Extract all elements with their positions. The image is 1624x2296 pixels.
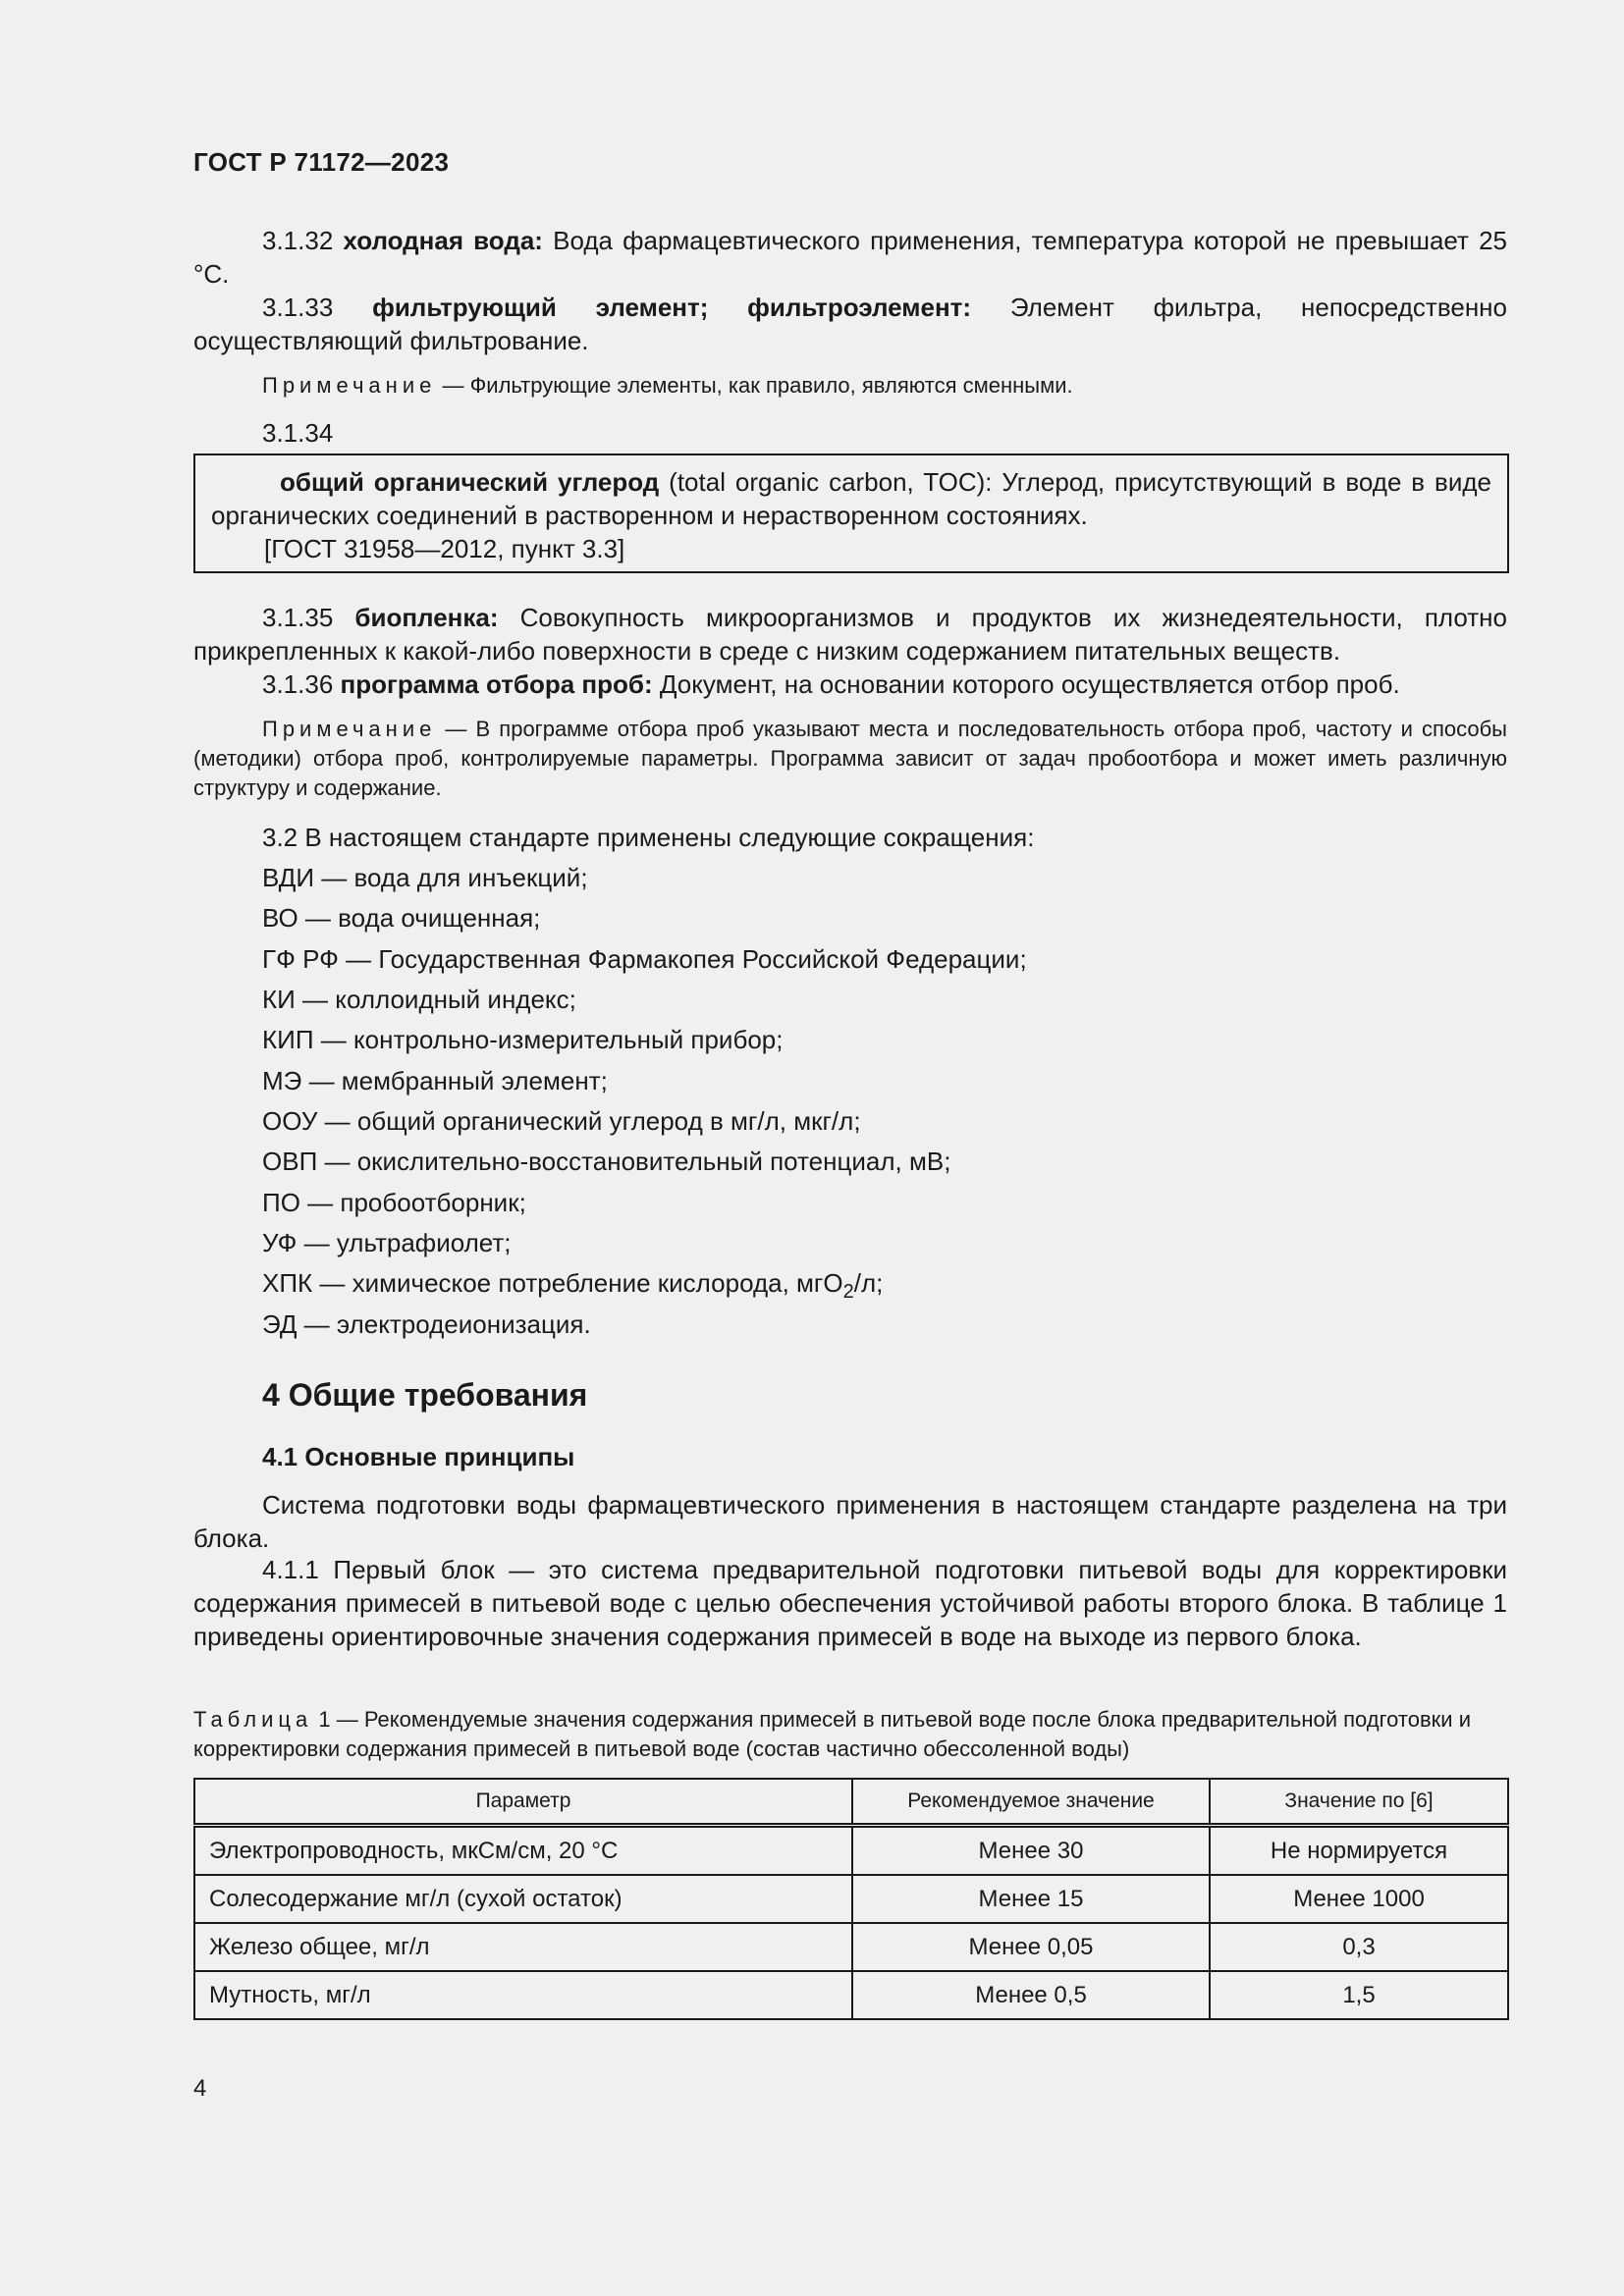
quoted-definition-box <box>193 454 1509 573</box>
clause-4-1-1: 4.1.1 Первый блок — это система предварительной подготовки питьевой воды для корректировки содержания примесей в питьевой воде с целью обеспечения устойчивой работы второго блока. В таблице 1 приведены ориентировочные значения содержания примесей в воде на выходе из первого блока. <box>193 1555 1507 1651</box>
table-cell: Менее 30 <box>852 1826 1210 1876</box>
term: холодная вода: <box>343 226 543 255</box>
definition: Элемент фильтра, непосредственно осуществляющий фильтрование. <box>193 293 1508 355</box>
term: биопленка: <box>354 603 499 632</box>
clause-3-1-35 <box>193 601 1507 667</box>
abbreviation-item: ХПК — химическое потребление кислорода, мгО$_2$/л; <box>262 1268 884 1304</box>
abbreviation-item: ПО — пробоотборник; <box>262 1188 526 1217</box>
table-header-row <box>194 1779 1508 1826</box>
table-row <box>194 1923 1508 1971</box>
column-header: Рекомендуемое значение <box>852 1779 1210 1826</box>
table-cell: Не нормируется <box>1210 1826 1508 1876</box>
table-cell: Менее 1000 <box>1210 1875 1508 1923</box>
abbreviation-item: ВО — вода очищенная; <box>262 903 541 933</box>
table-cell: Солесодержание мг/л (сухой остаток) <box>194 1875 852 1923</box>
source-reference: [ГОСТ 31958—2012, пункт 3.3] <box>264 534 625 563</box>
definition: Документ, на основании которого осуществляется отбор проб. <box>652 669 1400 699</box>
table-caption <box>193 1705 1507 1764</box>
table-cell: 1,5 <box>1210 1971 1508 2019</box>
abbreviation-item: УФ — ультрафиолет; <box>262 1228 512 1257</box>
clause-3-1-33 <box>193 291 1507 357</box>
term: фильтрующий элемент; фильтроэлемент: <box>372 293 972 322</box>
abbreviation-item: ОВП — окислительно-восстановительный потенциал, мВ; <box>262 1147 951 1176</box>
table-cell: 0,3 <box>1210 1923 1508 1971</box>
table-cell: Менее 0,05 <box>852 1923 1210 1971</box>
clause-number: 3.1.33 <box>262 293 373 322</box>
table-label: Таблица <box>193 1707 313 1732</box>
abbreviation-item: КИ — коллоидный индекс; <box>262 985 576 1014</box>
definition: (total organic carbon, TOC): Углерод, присутствующий в воде в виде органических соединений в растворенном и нерастворенном состояниях. <box>211 467 1491 530</box>
abbreviation-item: ООУ — общий органический углерод в мг/л, мкг/л; <box>262 1106 861 1136</box>
note-text: — Фильтрующие элементы, как правило, являются сменными. <box>436 373 1073 398</box>
table-row <box>194 1826 1508 1876</box>
abbreviation-item: КИП — контрольно-измерительный прибор; <box>262 1025 784 1054</box>
term: общий органический углерод <box>280 467 660 497</box>
column-header: Значение по [6] <box>1210 1779 1508 1826</box>
caption-text: 1 — Рекомендуемые значения содержания примесей в питьевой воде после блока предварительной подготовки и корректировки содержания примесей в питьевой воде (состав частично обессоленной воды) <box>193 1707 1471 1761</box>
clause-3-1-36 <box>193 667 1507 701</box>
document-header: ГОСТ Р 71172—2023 <box>193 147 450 177</box>
table-row <box>194 1971 1508 2019</box>
table-cell: Железо общее, мг/л <box>194 1923 852 1971</box>
abbreviation-item: МЭ — мембранный элемент; <box>262 1066 608 1095</box>
note-1 <box>193 371 1507 400</box>
impurities-table <box>193 1778 1509 2020</box>
abbreviation-item: ВДИ — вода для инъекций; <box>262 863 588 892</box>
table-row <box>194 1875 1508 1923</box>
clause-number: 3.1.35 <box>262 603 355 632</box>
page-number: 4 <box>193 2075 207 2102</box>
clause-3-2: 3.2 В настоящем стандарте применены следующие сокращения: <box>262 823 1035 852</box>
definition: Вода фармацевтического применения, температура которой не превышает 25 °С. <box>193 226 1507 289</box>
paragraph-4-1-intro: Система подготовки воды фармацевтического применения в настоящем стандарте разделена на три блока. <box>193 1490 1507 1553</box>
quoted-definition <box>211 465 1491 532</box>
table-cell: Электропроводность, мкСм/см, 20 °С <box>194 1826 852 1876</box>
clause-number: 3.1.36 <box>262 669 341 699</box>
note-label: Примечание <box>262 717 437 741</box>
table-cell: Менее 15 <box>852 1875 1210 1923</box>
section-heading: 4 Общие требования <box>262 1377 588 1413</box>
table-cell: Менее 0,5 <box>852 1971 1210 2019</box>
table-cell: Мутность, мг/л <box>194 1971 852 2019</box>
definition: Совокупность микроорганизмов и продуктов их жизнедеятельности, плотно прикрепленных к какой-либо поверхности в среде с низким содержанием питательных веществ. <box>193 603 1508 666</box>
note-label: Примечание <box>262 373 437 398</box>
subsection-heading: 4.1 Основные принципы <box>262 1442 575 1471</box>
clause-number: 3.1.32 <box>262 226 344 255</box>
clause-3-1-34-number: 3.1.34 <box>262 418 334 448</box>
term: программа отбора проб: <box>340 669 653 699</box>
abbreviation-item: ГФ РФ — Государственная Фармакопея Российской Федерации; <box>262 944 1027 974</box>
column-header: Параметр <box>194 1779 852 1826</box>
clause-3-1-32 <box>193 224 1507 291</box>
note-2 <box>193 715 1507 803</box>
abbreviation-item: ЭД — электродеионизация. <box>262 1309 591 1339</box>
note-text: — В программе отбора проб указывают места и последовательность отбора проб, частоту и способы (методики) отбора проб, контролируемые параметры. Программа зависит от задач пробоотбора и может иметь различную структуру и содержание. <box>193 717 1507 800</box>
